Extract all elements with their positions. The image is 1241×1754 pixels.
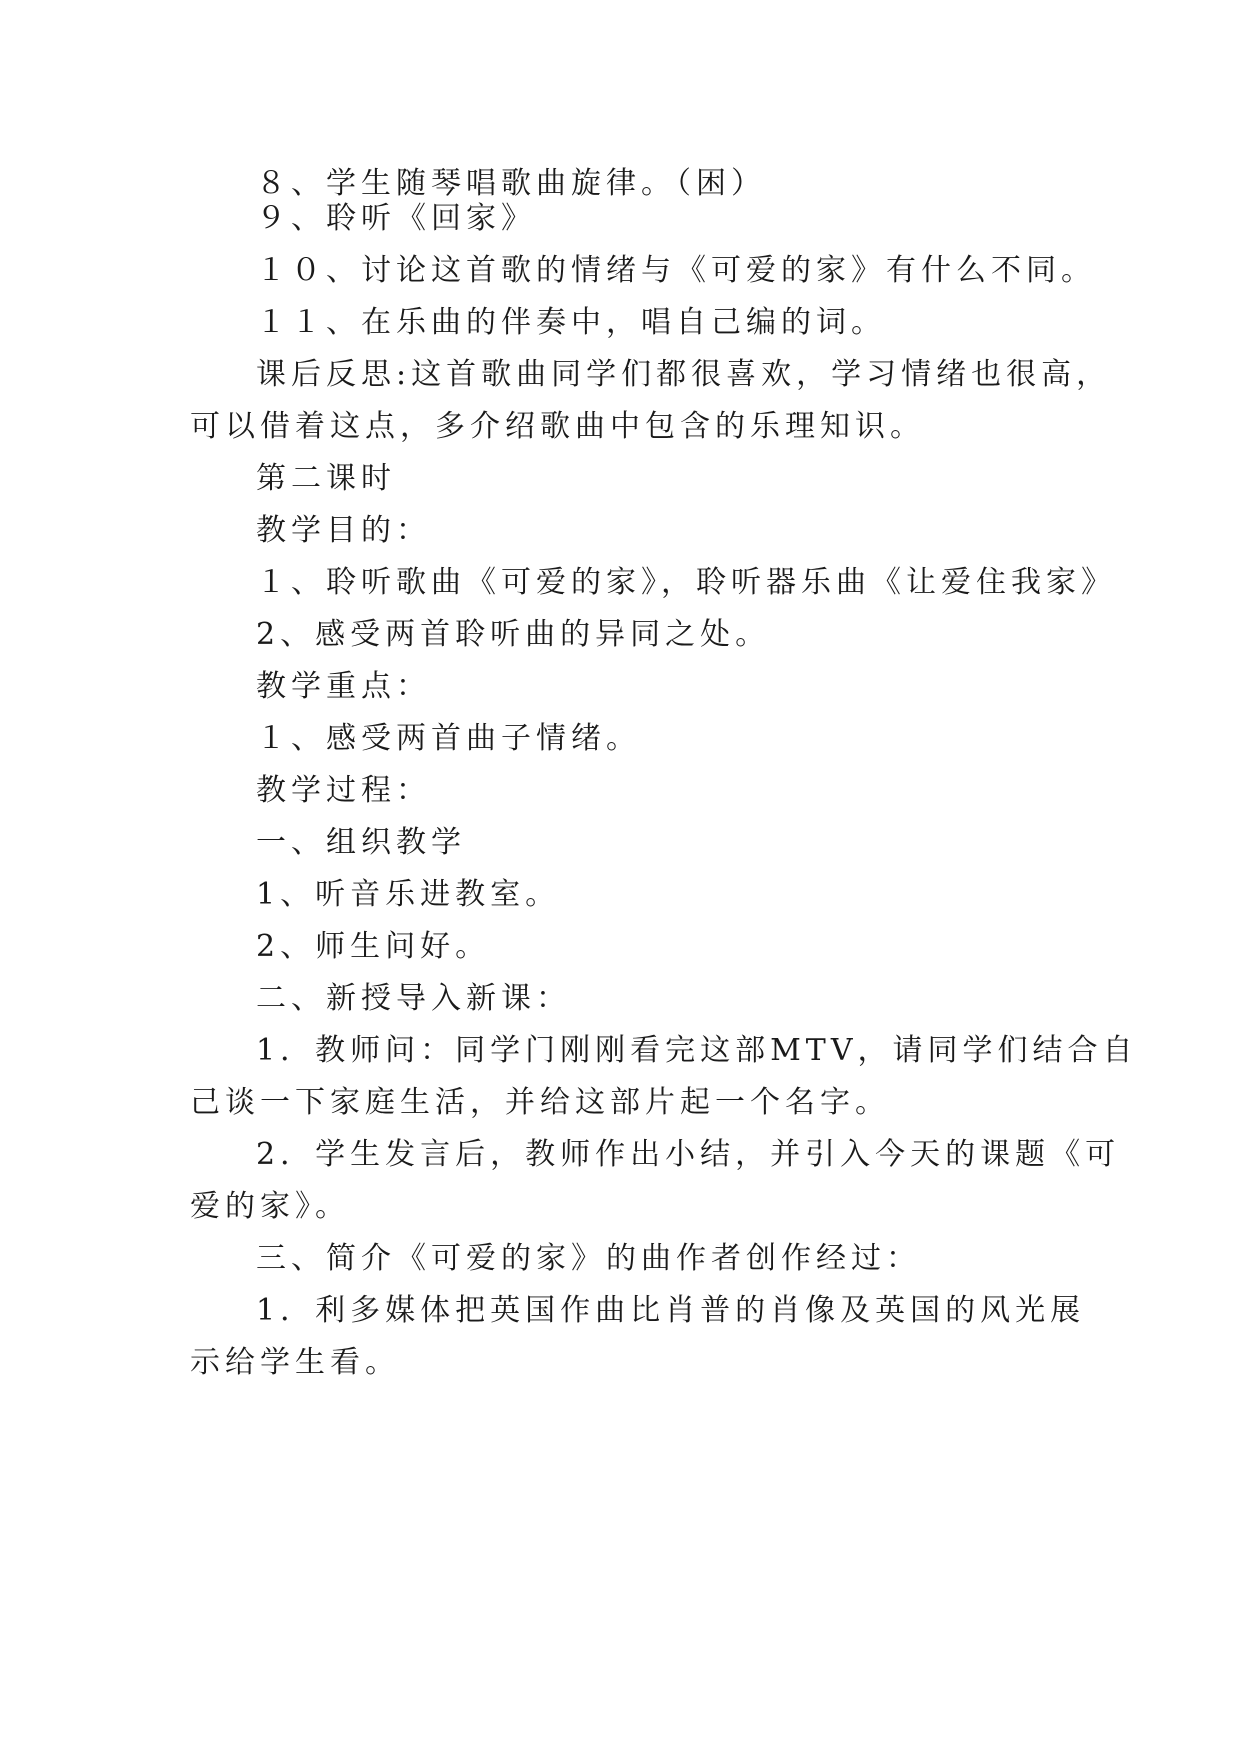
section-3-item-1-line-2: 示给学生看。 [190,1345,400,1380]
teaching-goals-heading: 教学目的： [256,513,431,548]
teaching-focus-heading: 教学重点： [256,669,431,704]
step-10-line: １０、讨论这首歌的情绪与《可爱的家》有什么不同。 [256,253,1096,288]
reflection-line-2: 可以借着这点，多介绍歌曲中包含的乐理知识。 [190,409,925,444]
step-9-line: ９、聆听《回家》 [256,201,536,236]
reflection-line-1: 课后反思:这首歌曲同学们都很喜欢，学习情绪也很高， [256,357,1112,392]
section-3-heading: 三、简介《可爱的家》的曲作者创作经过： [256,1241,921,1276]
section-2-item-1-line-2: 己谈一下家庭生活，并给这部片起一个名字。 [190,1085,890,1120]
step-11-line: １１、在乐曲的伴奏中，唱自己编的词。 [256,305,886,340]
section-2-item-2-line-2: 爱的家》。 [190,1189,350,1224]
goal-2-line: 2、感受两首聆听曲的异同之处。 [256,617,771,652]
section-2-item-1-line-1: 1．教师问：同学门刚刚看完这部MTV，请同学们结合自 [256,1033,1138,1068]
focus-1-line: １、感受两首曲子情绪。 [256,721,641,756]
section-2-item-2-line-1: 2．学生发言后，教师作出小结，并引入今天的课题《可 [256,1137,1121,1172]
step-8-line: ８、学生随琴唱歌曲旋律。（困） [256,166,766,201]
section-1-item-1: 1、听音乐进教室。 [256,877,561,912]
section-1-heading: 一、组织教学 [256,825,466,860]
goal-1-line: １、聆听歌曲《可爱的家》，聆听器乐曲《让爱住我家》 [256,565,1116,600]
section-3-item-1-line-1: 1．利多媒体把英国作曲比肖普的肖像及英国的风光展 [256,1293,1086,1328]
section-1-item-2: 2、师生问好。 [256,929,491,964]
section-2-heading: 二、新授导入新课： [256,981,571,1016]
second-lesson-heading: 第二课时 [256,461,396,496]
teaching-process-heading: 教学过程： [256,773,431,808]
